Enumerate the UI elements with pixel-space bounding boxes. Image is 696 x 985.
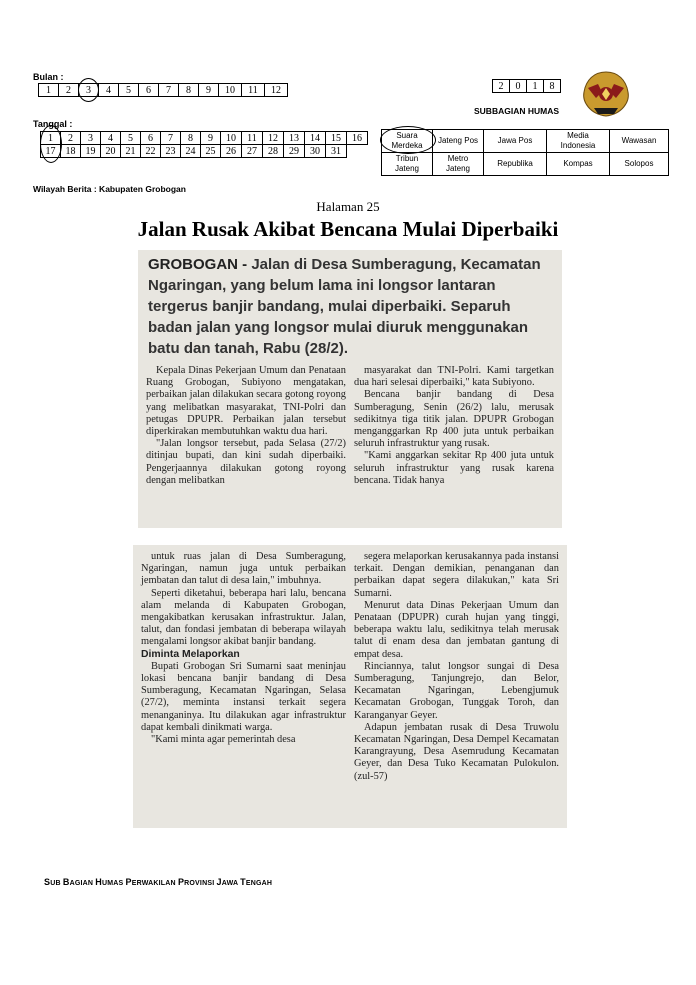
tanggal-cell: 4 [101,132,121,145]
media-cell: Republika [484,153,547,176]
paragraph: Seperti diketahui, beberapa hari lalu, bencana alam melanda di Kabupaten Grobogan, mengakibatkan kerusakan infrastruktur. Jalan, talut, dan fondasi jembatan di beberapa wilayah mengalami longsor akibat banjir bandang. [141,587,346,648]
paragraph: Bencana banjir bandang di Desa Sumberagung, Senin (26/2) lalu, merusak sedikitnya tiga titik jalan. DPUPR Grobogan menganggarkan Rp 400 juta untuk perbaikan seluruh infrastruktur yang rusak. [354,389,554,450]
bulan-cell: 7 [159,84,179,97]
clipping-top [138,250,562,528]
media-cell: Kompas [547,153,610,176]
bulan-cell: 6 [139,84,159,97]
top-right-column [354,365,554,487]
bulan-cell: 9 [199,84,219,97]
tanggal-cell: 29 [284,145,305,158]
paragraph: Kepala Dinas Pekerjaan Umum dan Penataan Ruang Grobogan, Subiyono mengatakan, perbaikan jalan dilakukan secara gotong royong yang melibatkan masyarakat, TNI-Polri dan petugas DPUPR. Perbaikan jalan tersebut diperkirakan membutuhkan waktu dua hari. [146,365,346,438]
paragraph: masyarakat dan TNI-Polri. Kami targetkan dua hari selesai diperbaiki," kata Subiyono. [354,365,554,389]
media-cell: Jateng Pos [433,130,484,153]
paragraph: Rinciannya, talut longsor sungai di Desa Sumberagung, Tanjungrejo, dan Belor, Kecamatan Ngaringan, Lebengjumuk Kecamatan Grobogan, Tunggak Toroh, dan Karanganyar Geyer. [354,660,559,721]
tanggal-cell: 17 [41,145,61,158]
tanggal-cell: 10 [221,132,242,145]
tanggal-cell: 7 [161,132,181,145]
tanggal-cell: 8 [181,132,201,145]
tanggal-cell: 12 [263,132,284,145]
media-cell: Media Indonesia [547,130,610,153]
paragraph: untuk ruas jalan di Desa Sumberagung, Ngaringan, namun juga untuk perbaikan jembatan dan talut di desa lain," imbuhnya. [141,551,346,587]
tanggal-cell: 24 [181,145,201,158]
lead-city: GROBOGAN - [148,256,248,273]
subhead: Diminta Melaporkan [141,648,240,660]
paragraph: "Jalan longsor tersebut, pada Selasa (27/2) ditinjau bupati, dan kini sudah diperbaiki. Pengerjaannya dilakukan gotong royong dengan melibatkan [146,438,346,486]
bulan-cell: 3 [79,84,99,97]
media-cell: Solopos [610,153,669,176]
bulan-selected-circle [78,78,99,102]
tanggal-cell: 5 [121,132,141,145]
tanggal-cell: 30 [305,145,326,158]
tanggal-cell: 25 [201,145,221,158]
tahun-grid [492,79,561,93]
tanggal-cell: 15 [326,132,347,145]
subbagian-humas: SUBBAGIAN HUMAS [474,106,559,116]
clipping-bottom [133,545,567,828]
tanggal-cell: 20 [101,145,121,158]
paragraph: segera melaporkan kerusakannya pada instansi terkait. Dengan demikian, penanganan dan perbaikan dapat segera dilakukan," kata Sri Sumarni. [354,551,559,599]
tanggal-cell: 9 [201,132,221,145]
tahun-cell: 0 [510,80,527,93]
tanggal-cell: 23 [161,145,181,158]
bulan-cell: 1 [39,84,59,97]
bulan-cell: 8 [179,84,199,97]
paragraph: Bupati Grobogan Sri Sumarni saat meninjau lokasi bencana banjir bandang di Desa Sumberagung, Kecamatan Ngaringan, Selasa (27/2), meminta instansi terkait segera menanganinya. Itu dilakukan agar infrastruktur dapat kembali dinikmati warga. [141,660,346,733]
paragraph: "Kami anggarkan sekitar Rp 400 juta untuk seluruh infrastruktur yang rusak karena bencana. Tidak hanya [354,450,554,486]
bulan-cell: 11 [242,84,265,97]
tanggal-cell: 18 [61,145,81,158]
bulan-label: Bulan : [33,72,64,82]
tanggal-cell: 28 [263,145,284,158]
bulan-grid [38,83,288,97]
tanggal-label: Tanggal : [33,119,73,129]
bulan-cell: 2 [59,84,79,97]
media-cell: Wawasan [610,130,669,153]
tanggal-cell: 13 [284,132,305,145]
tanggal-cell: 14 [305,132,326,145]
tanggal-cell: 31 [326,145,347,158]
article-lead [138,250,562,359]
tahun-cell: 1 [527,80,544,93]
tanggal-grid [40,131,368,158]
tanggal-cell: 2 [61,132,81,145]
wilayah-berita: Wilayah Berita : Kabupaten Grobogan [33,184,186,194]
tanggal-cell: 21 [121,145,141,158]
tanggal-cell: 27 [242,145,263,158]
top-left-column [146,365,346,487]
garuda-emblem-icon [576,68,636,120]
tanggal-cell: 16 [347,132,368,145]
media-cell: Metro Jateng [433,153,484,176]
headline: Jalan Rusak Akibat Bencana Mulai Diperbaiki [137,217,559,241]
bulan-cell: 12 [265,84,288,97]
tanggal-cell: 11 [242,132,263,145]
paragraph: Menurut data Dinas Pekerjaan Umum dan Penataan (DPUPR) curah hujan yang tinggi, beberapa waktu lalu, sedikitnya telah merusak talut di enam desa dan jembatan gantung di empat desa. [354,599,559,660]
bottom-right-column [354,551,559,783]
bottom-left-column [141,551,346,783]
media-cell: Tribun Jateng [382,153,433,176]
paragraph: "Kami minta agar pemerintah desa [151,734,296,746]
tanggal-cell: 26 [221,145,242,158]
tanggal-cell: 6 [141,132,161,145]
tanggal-cell: 1 [41,132,61,145]
bulan-cell: 10 [219,84,242,97]
media-selected-circle [380,126,436,154]
footer: SUB BAGIAN HUMAS PERWAKILAN PROVINSI JAWA TENGAH [44,877,273,887]
tanggal-cell: 19 [81,145,101,158]
bulan-cell: 5 [119,84,139,97]
media-cell: Suara Merdeka [382,130,433,153]
tanggal-cell: 3 [81,132,101,145]
tanggal-cell: 22 [141,145,161,158]
tahun-cell: 8 [544,80,561,93]
halaman: Halaman 25 [316,199,380,214]
lead-text: Jalan di Desa Sumberagung, Kecamatan Ngaringan, yang belum lama ini longsor lantaran tergerus banjir bandang, mulai diperbaiki. Separuh badan jalan yang longsor mulai diuruk menggunakan batu dan tanah, Rabu (28/2). [148,256,541,357]
tahun-cell: 2 [493,80,510,93]
paragraph: Adapun jembatan rusak di Desa Truwolu Kecamatan Ngaringan, Desa Dempel Kecamatan Karangrayung, Desa Asemrudung Kecamatan Geyer, dan Desa Tuko Kecamatan Pulokulon. (zul-57) [354,721,559,782]
bulan-cell: 4 [99,84,119,97]
tanggal-selected-circle [40,125,62,163]
media-cell: Jawa Pos [484,130,547,153]
